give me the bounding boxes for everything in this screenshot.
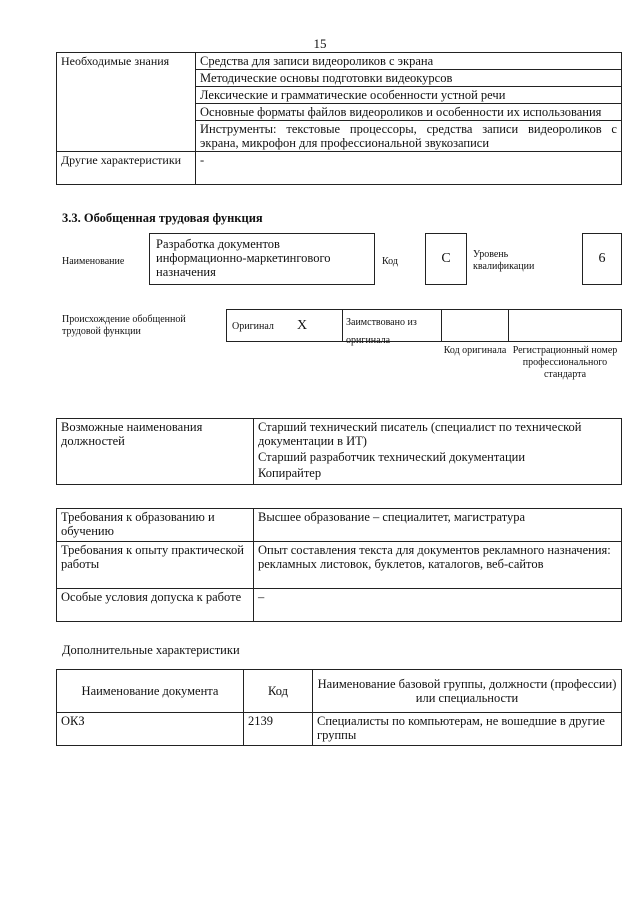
reg-number-box: [508, 309, 622, 342]
borrowed-box: [342, 309, 442, 346]
requirements-table: [56, 508, 622, 622]
code-label: Код: [382, 256, 398, 267]
knowledge-item: Методические основы подготовки видеокурсов: [196, 70, 622, 87]
header-code: Код: [244, 670, 313, 713]
knowledge-item: Инструменты: текстовые процессоры, средства записи видеороликов с экрана, микрофон для профессиональной звукозаписи: [196, 121, 622, 152]
cell-code: 2139: [244, 713, 313, 746]
original-code-box: [441, 309, 509, 342]
header-group: Наименование базовой группы, должности (профессии) или специальности: [313, 670, 622, 713]
knowledge-table: [56, 52, 622, 185]
position-item: Копирайтер: [254, 465, 622, 485]
level-label: Уровень квалификации: [473, 249, 535, 272]
borrowed-label: Заимствовано из оригинала: [346, 317, 417, 346]
knowledge-item: Лексические и грамматические особенности устной речи: [196, 87, 622, 104]
level-value: 6: [598, 251, 606, 266]
reg-caption: Регистрационный номер профессионального стандарта: [512, 345, 618, 380]
req-label: Особые условия допуска к работе: [57, 589, 254, 622]
name-label: Наименование: [62, 256, 125, 267]
origin-label: Происхождение обобщенной трудовой функции: [62, 314, 186, 337]
req-value: Опыт составления текста для документов рекламного назначения: рекламных листовок, буклетов, каталогов, веб-сайтов: [254, 542, 622, 589]
function-name-value: Разработка документов информационно-маркетингового назначения: [156, 237, 331, 279]
original-box: [226, 309, 343, 342]
knowledge-label: Необходимые знания: [57, 53, 196, 152]
cell-doc: ОКЗ: [57, 713, 244, 746]
original-label: Оригинал: [232, 321, 274, 332]
knowledge-item: Средства для записи видеороликов с экрана: [196, 53, 622, 70]
cell-group: Специалисты по компьютерам, не вошедшие в другие группы: [313, 713, 622, 746]
page-number: 15: [313, 36, 327, 51]
code-box: [425, 233, 467, 285]
additional-table: [56, 669, 622, 746]
position-item: Старший технический писатель (специалист по технической документации в ИТ): [254, 419, 622, 450]
positions-table: [56, 418, 622, 485]
position-item: Старший разработчик технический документации: [254, 449, 622, 465]
req-label: Требования к опыту практической работы: [57, 542, 254, 589]
header-doc: Наименование документа: [57, 670, 244, 713]
other-value: -: [196, 152, 622, 185]
original-mark: X: [297, 318, 308, 333]
knowledge-item: Основные форматы файлов видеороликов и особенности их использования: [196, 104, 622, 121]
code-value: C: [441, 251, 451, 266]
level-box: [582, 233, 622, 285]
other-label: Другие характеристики: [57, 152, 196, 185]
req-value: Высшее образование – специалитет, магистратура: [254, 509, 622, 542]
req-label: Требования к образованию и обучению: [57, 509, 254, 542]
additional-title: Дополнительные характеристики: [62, 643, 240, 657]
positions-label: Возможные наименования должностей: [57, 419, 254, 485]
req-value: –: [254, 589, 622, 622]
code-caption: Код оригинала: [443, 345, 507, 356]
section-title: 3.3. Обобщенная трудовая функция: [62, 211, 263, 225]
function-name-box: [149, 233, 375, 285]
